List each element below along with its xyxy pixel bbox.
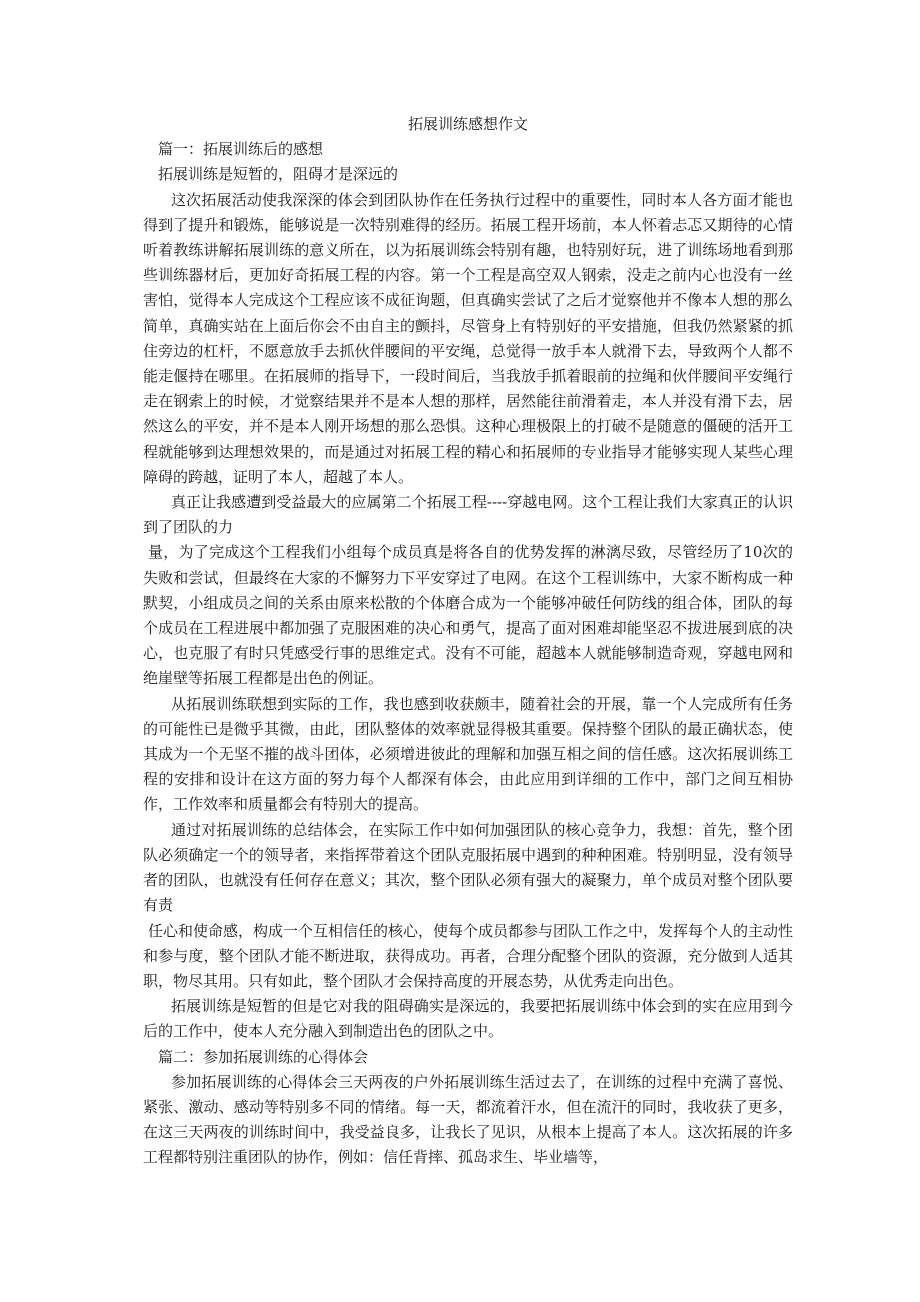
section-heading-2: 篇二：参加拓展训练的心得体会: [158, 1047, 369, 1066]
document-body: [143, 112, 793, 1171]
paragraph: 任心和使命感，构成一个互相信任的核心，使每个成员都参与团队工作之中，发挥每个人的主动性和参与度，整个团队才能不断进取，获得成功。再者，合理分配整个团队的资源，充分做到人适其职，物尽其用。只有如此，整个团队才会保持高度的开展态势，从优秀走向出色。: [143, 921, 794, 990]
paragraph: 拓展训练是短暂的但是它对我的阻碍确实是深远的，我要把拓展训练中体会到的实在应用到今后的工作中，使本人充分融入到制造出色的团队之中。: [143, 997, 793, 1041]
paragraph: 通过对拓展训练的总结体会，在实际工作中如何加强团队的核心竞争力，我想：首先，整个团队必须确定一个的领导者，来指挥带着这个团队克服拓展中遇到的种种困难。特别明显，没有领导者的团队，也就没有任何存在意义；其次，整个团队必须有强大的凝聚力，单个成员对整个团队要有责: [143, 820, 793, 915]
section-heading-1: 篇一：拓展训练后的感想: [158, 140, 324, 159]
paragraph: 真正让我感遭到受益最大的应属第二个拓展工程----穿越电网。这个工程让我们大家真正的认识到了团队的力: [143, 493, 793, 537]
document-title: 拓展训练感想作文: [407, 115, 528, 133]
paragraph: 从拓展训练联想到实际的工作，我也感到收获颇丰，随着社会的开展，靠一个人完成所有任务的可能性已是微乎其微，由此，团队整体的效率就显得极其重要。保持整个团队的最正确状态，使其成为一个无坚不摧的战斗团体，必须增进彼此的理解和加强互相之间的信任感。这次拓展训练工程的安排和设计在这方面的努力每个人都深有体会，由此应用到详细的工作中，部门之间互相协作，工作效率和质量都会有特别大的提高。: [143, 694, 793, 814]
paragraph: 量，为了完成这个工程我们小组每个成员真是将各自的优势发挥的淋漓尽致，尽管经历了10次的失败和尝试，但最终在大家的不懈努力下平安穿过了电网。在这个工程训练中，大家不断构成一种默契，小组成员之间的关系由原来松散的个体磨合成为一个能够冲破任何防线的组合体，团队的每个成员在工程进展中都加强了克服困难的决心和勇气，提高了面对困难却能坚忍不拔进展到底的决心，也克服了有时只凭感受行事的思维定式。没有不可能，超越本人就能够制造奇观，穿越电网和绝崖壁等拓展工程都是出色的例证。: [143, 543, 793, 688]
subtitle-line: 拓展训练是短暂的，阻碍才是深远的: [158, 165, 399, 184]
paragraph: 参加拓展训练的心得体会三天两夜的户外拓展训练生活过去了，在训练的过程中充满了喜悦、紧张、激动、感动等特别多不同的情绪。每一天，都流着汗水，但在流汗的同时，我收获了更多，在这三天两夜的训练时间中，我受益良多，让我长了见识，从根本上提高了本人。这次拓展的许多工程都特别注重团队的协作，例如：信任背摔、孤岛求生、毕业墙等，: [143, 1072, 793, 1167]
paragraph: 这次拓展活动使我深深的体会到团队协作在任务执行过程中的重要性，同时本人各方面才能也得到了提升和锻炼，能够说是一次特别难得的经历。拓展工程开场前，本人怀着忐忑又期待的心情听着教练讲解拓展训练的意义所在，以为拓展训练会特别有趣，也特别好玩，进了训练场地看到那些训练器材后，更加好奇拓展工程的内容。第一个工程是高空双人钢索，没走之前内心也没有一丝害怕，觉得本人完成这个工程应该不成征询题，但真确实尝试了之后才觉察他并不像本人想的那么简单，真确实站在上面后你会不由自主的颤抖，尽管身上有特别好的平安措施，但我仍然紧紧的抓住旁边的杠杆，不愿意放手去抓伙伴腰间的平安绳，总觉得一放手本人就滑下去，导致两个人都不能走偃持在哪里。在拓展师的指导下，一段时间后，当我放手抓着眼前的拉绳和伙伴腰间平安绳行走在钢索上的时候，才觉察结果并不是本人想的那样，居然能往前滑着走，本人并没有滑下去，居然这么的平安，并不是本人刚开场想的那么恐惧。这种心理极限上的打破不是随意的僵硬的活开工程就能够到达理想效果的，而是通过对拓展工程的精心和拓展师的专业指导才能够实现人某些心理障碍的跨越，证明了本人，超越了本人。: [143, 190, 793, 486]
